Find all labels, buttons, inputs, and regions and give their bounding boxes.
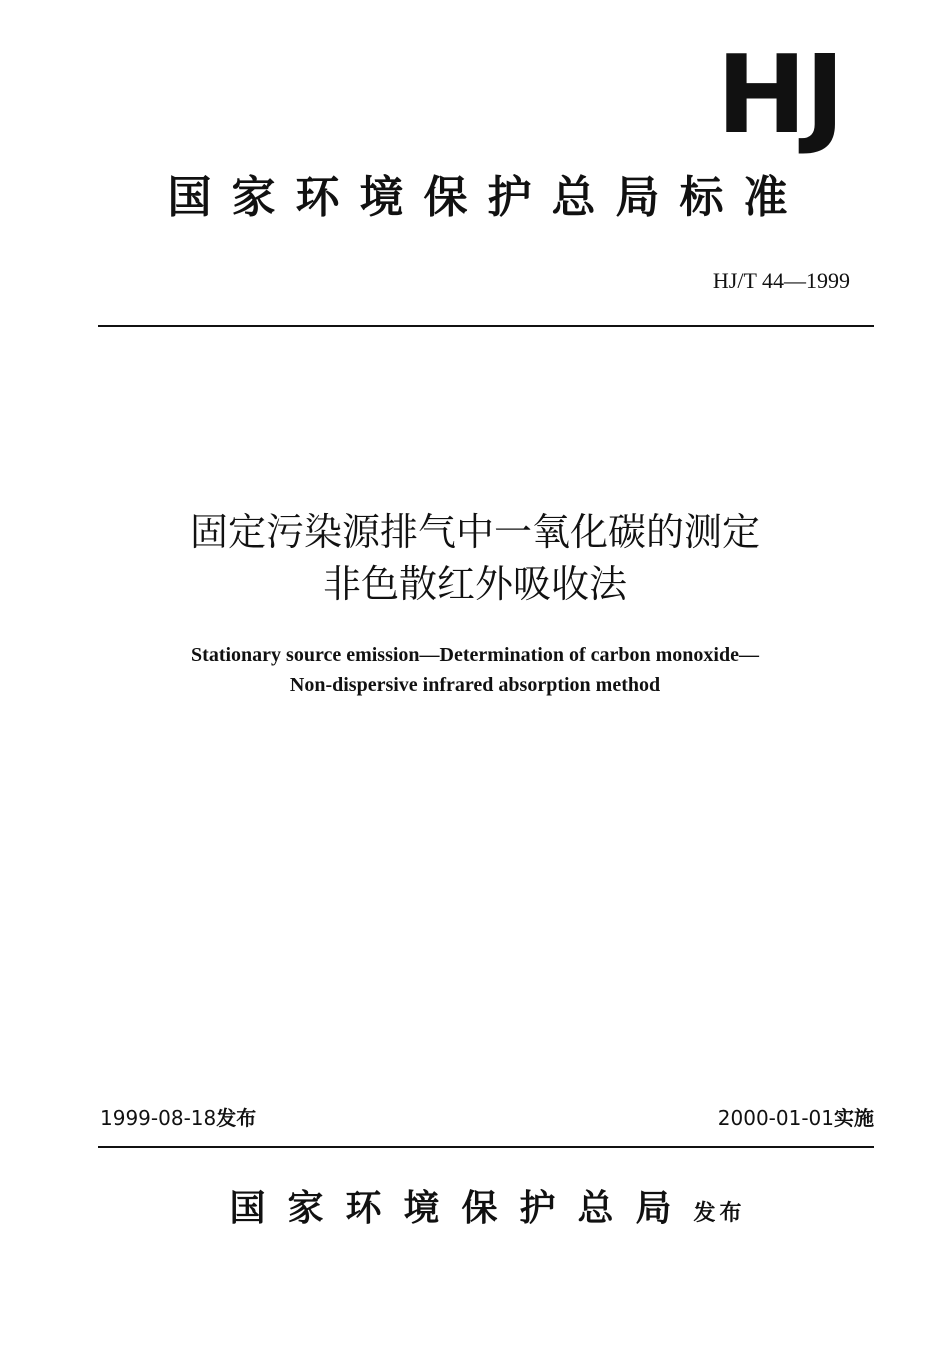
effective-date-block <box>718 1103 874 1133</box>
hj-logo: HJ <box>716 33 843 158</box>
title-zh-line2: 非色散红外吸收法 <box>322 562 627 606</box>
standard-number: HJ/T 44—1999 <box>712 268 850 293</box>
title-zh-line1: 固定污染源排气中一氧化碳的测定 <box>189 510 760 554</box>
publisher-label: 发布 <box>693 1200 746 1226</box>
header-title: 国家环境保护总局标准 <box>167 172 808 223</box>
issue-date-block <box>100 1103 256 1133</box>
bottom-divider <box>98 1146 874 1148</box>
publisher-name: 国家环境保护总局 <box>229 1187 694 1229</box>
issue-date: 1999-08-18 <box>100 1106 217 1130</box>
effective-label: 实施 <box>834 1106 874 1130</box>
effective-date: 2000-01-01 <box>717 1106 834 1130</box>
issue-label: 发布 <box>216 1106 257 1130</box>
top-divider <box>98 325 874 327</box>
title-en-line1: Stationary source emission—Determination of carbon monoxide— <box>191 644 759 666</box>
title-en-line2: Non-dispersive infrared absorption method <box>289 674 661 696</box>
publisher-block <box>100 1184 875 1237</box>
